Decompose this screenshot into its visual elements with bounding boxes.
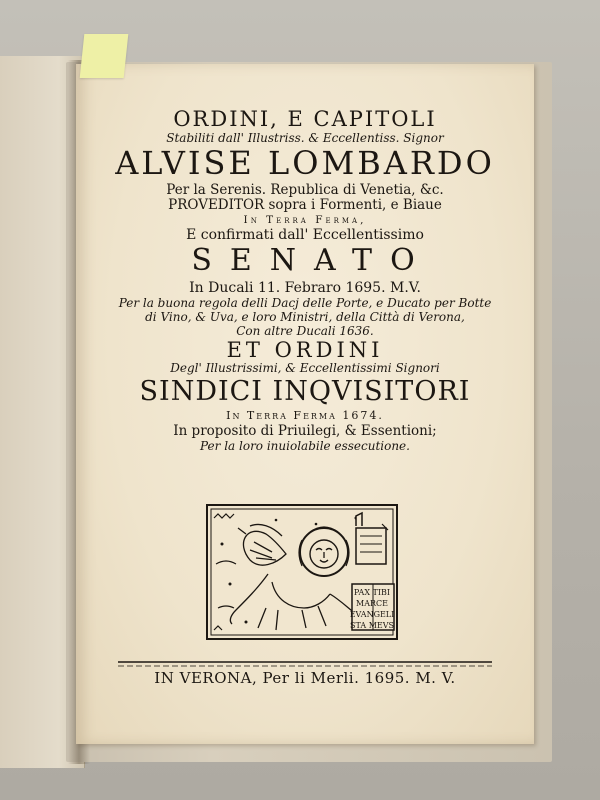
terra-ferma-1674-line: In Terra Ferma 1674. — [226, 409, 384, 423]
title-page — [76, 64, 534, 744]
decorative-rule — [118, 660, 492, 668]
inscription-line-3: EVANGELI — [349, 610, 395, 619]
title-text-block — [76, 108, 534, 453]
italic-line-3: Con altre Ducali 1636. — [236, 323, 374, 338]
ducali-date-line: In Ducali 11. Febraro 1695. M.V. — [189, 279, 421, 296]
senato-heading: SENATO — [191, 243, 433, 279]
lion-of-st-mark-woodcut — [206, 504, 398, 640]
inscription-line-1: PAX TIBI — [353, 588, 391, 597]
sindici-heading: SINDICI INQVISITORI — [139, 375, 471, 407]
name-alvise-lombardo: ALVISE LOMBARDO — [115, 143, 495, 182]
heading-ordini: ORDINI, E CAPITOLI — [173, 107, 437, 131]
imprint-line: IN VERONA, Per li Merli. 1695. M. V. — [154, 669, 456, 687]
inscription-line-2: MARCE — [356, 599, 388, 608]
italic-line-1: Per la buona regola delli Dacj delle Porte, e Ducato per Botte — [118, 296, 492, 311]
established-by-line: Stabiliti dall' Illustriss. & Eccellentiss. Signor — [166, 131, 444, 146]
proveditor-line: PROVEDITOR sopra i Formenti, e Biaue — [168, 197, 442, 214]
confirmed-line: E confirmati dall' Eccellentissimo — [186, 226, 424, 243]
inscription-line-4: STA MEVS — [350, 621, 394, 630]
privileges-line: In proposito di Priuilegi, & Essentioni; — [173, 422, 437, 439]
execution-line: Per la loro inuiolabile essecutione. — [200, 438, 410, 453]
italic-line-2: di Vino, & Uva, e loro Ministri, della Città di Verona, — [145, 310, 465, 325]
terra-ferma-line: In Terra Ferma, — [243, 213, 367, 226]
signori-line: Degl' Illustrissimi, & Eccellentissimi Signori — [170, 361, 440, 376]
republic-line: Per la Serenis. Republica di Venetia, &c. — [166, 182, 444, 199]
et-ordini-heading: ET ORDINI — [226, 338, 384, 363]
paper-bookmark-tab — [80, 34, 129, 78]
